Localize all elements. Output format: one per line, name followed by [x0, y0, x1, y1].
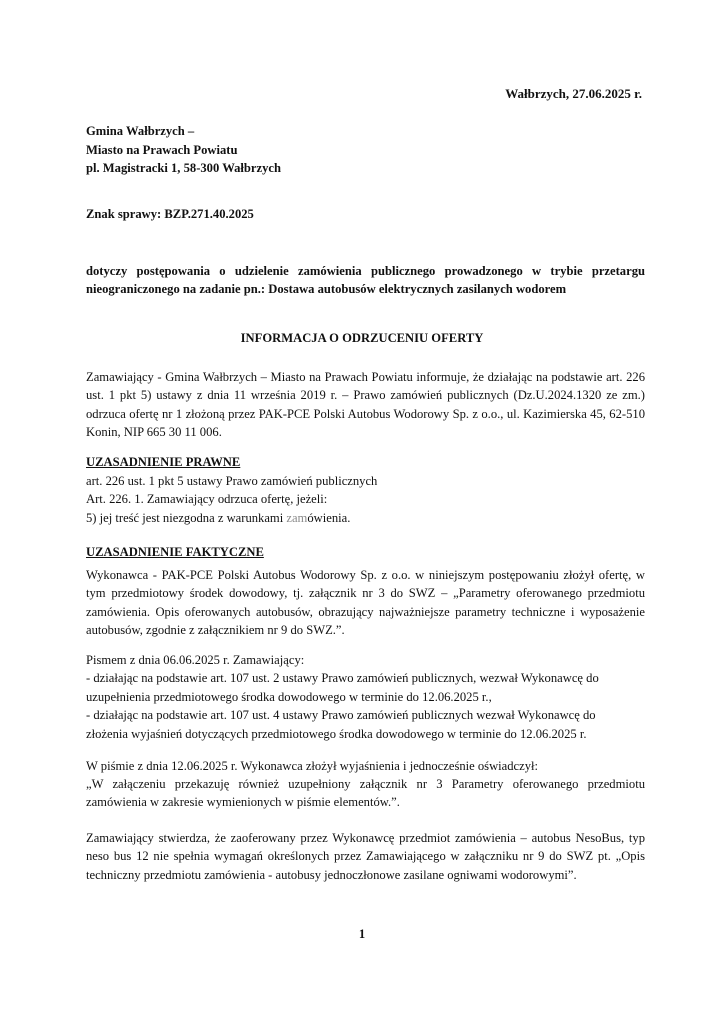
- letter-line: uzupełnienia przedmiotowego środka dowodowego w terminie do 12.06.2025 r.,: [86, 689, 492, 704]
- addressee-block: [86, 122, 281, 178]
- reply-line: W piśmie z dnia 12.06.2025 r. Wykonawca złożył wyjaśnienia i jednocześnie oświadczył:: [86, 759, 539, 773]
- letter-line: złożenia wyjaśnień dotyczących przedmiotowego środka dowodowego w terminie do 12.06.2025 r.: [86, 726, 587, 741]
- letter-line: - działając na podstawie art. 107 ust. 4 ustawy Prawo zamówień publicznych wezwał Wykonawcę do: [86, 708, 596, 723]
- subject-task-name: Dostawa autobusów elektrycznych zasilanych wodorem: [268, 282, 567, 297]
- legal-basis-line: Art. 226. 1. Zamawiający odrzuca ofertę, jeżeli:: [86, 492, 328, 507]
- letter-block: [86, 651, 599, 743]
- factual-basis-heading: UZASADNIENIE FAKTYCZNE: [86, 545, 264, 559]
- addressee-line: pl. Magistracki 1, 58-300 Wałbrzych: [86, 161, 281, 175]
- factual-paragraph: Wykonawca - PAK-PCE Polski Autobus Wodorowy Sp. z o.o. w niniejszym postępowaniu złożył ofertę, w tym przedmiotowy środek dowodowy, tj. załącznik nr 3 do SWZ – „Parametry oferowanego przedmiotu zamówienia. Opis oferowanych autobusów, obrazujący najważniejsze parametry techniczne i wyposażenie autobusów, zgodnie z załącznikiem nr 9 do SWZ.”.: [86, 568, 645, 638]
- case-reference: [86, 207, 254, 222]
- document-date: Wałbrzych, 27.06.2025 r.: [505, 86, 642, 101]
- case-reference-value: BZP.271.40.2025: [164, 207, 254, 221]
- letter-line: - działając na podstawie art. 107 ust. 2 ustawy Prawo zamówień publicznych, wezwał Wykonawcę do: [86, 671, 599, 686]
- legal-basis-block: [86, 472, 377, 527]
- document-title: INFORMACJA O ODRZUCENIU OFERTY: [240, 331, 484, 345]
- conclusion-paragraph: Zamawiający stwierdza, że zaoferowany przez Wykonawcę przedmiot zamówienia – autobus NesoBus, typ neso bus 12 nie spełnia wymagań określonych przez Zamawiającego w załączniku nr 9 do SWZ pt. „Opis techniczny przedmiotu zamówienia - autobusy jednoczłonowe zasilane ogniwami wodorowymi”.: [86, 831, 645, 882]
- reply-intro: [86, 757, 538, 775]
- legal-basis-heading: UZASADNIENIE PRAWNE: [86, 455, 241, 469]
- reply-quote: „W załączeniu przekazuję również uzupełniony załącznik nr 3 Parametry oferowanego przedmiotu zamówienia w zakresie wymienionych w piśmie elementów.”.: [86, 777, 645, 810]
- subject-text: dotyczy postępowania o udzielenie zamówienia publicznego prowadzonego w trybie przetargu nieograniczonego na zadanie pn.:: [86, 264, 645, 297]
- addressee-line: Miasto na Prawach Powiatu: [86, 142, 238, 157]
- legal-basis-line: art. 226 ust. 1 pkt 5 ustawy Prawo zamówień publicznych: [86, 474, 378, 488]
- letter-line: Pismem z dnia 06.06.2025 r. Zamawiający:: [86, 653, 305, 667]
- subject-paragraph: [86, 262, 645, 299]
- intro-paragraph: Zamawiający - Gmina Wałbrzych – Miasto na Prawach Powiatu informuje, że działając na podstawie art. 226 ust. 1 pkt 5) ustawy z dnia 11 września 2019 r. – Prawo zamówień publicznych (Dz.U.2024.1320 ze zm.) odrzuca ofertę nr 1 złożoną przez PAK-PCE Polski Autobus Wodorowy Sp. z o.o., ul. Kazimierska 45, 62-510 Konin, NIP 665 30 11 006.: [86, 370, 645, 440]
- addressee-line: Gmina Wałbrzych –: [86, 124, 195, 138]
- case-reference-label: Znak sprawy:: [86, 207, 162, 221]
- page-number: 1: [358, 927, 366, 941]
- legal-basis-line: 5) jej treść jest niezgodna z warunkami zamówienia.: [86, 510, 351, 525]
